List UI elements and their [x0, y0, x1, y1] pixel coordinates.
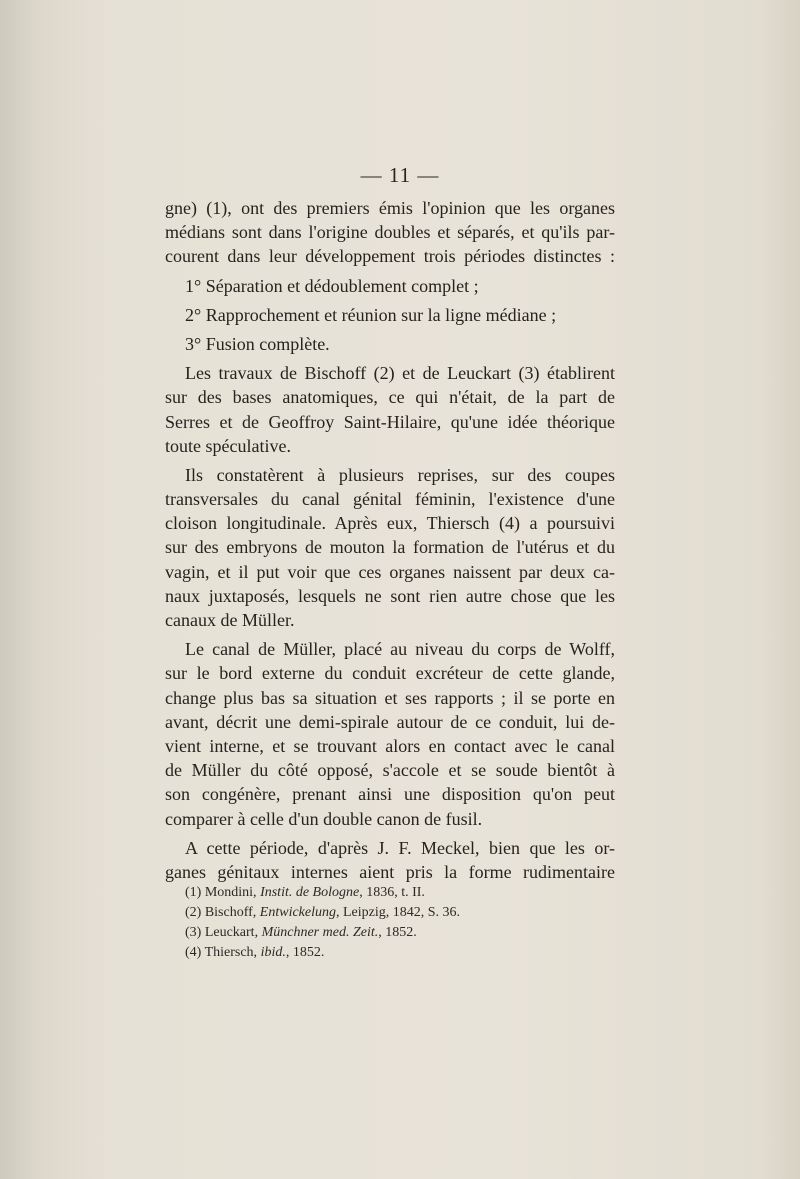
- text-line: naux juxtaposés, lesquels ne sont rien autre chose que les: [165, 585, 615, 606]
- text-line: ganes génitaux internes aient pris la forme rudimentaire: [165, 861, 615, 882]
- footnote-title: Instit. de Bologne: [260, 885, 360, 900]
- footnote: [185, 903, 615, 923]
- text-line: vient interne, et se trouvant alors en contact avec le canal: [165, 735, 615, 756]
- text-line: cloison longitudinale. Après eux, Thiersch (4) a poursuivi: [165, 513, 615, 534]
- footnote-author: Mondini,: [204, 885, 257, 900]
- footnote: [185, 923, 615, 943]
- footnote-rest: , 1852.: [378, 925, 417, 940]
- footnote-mark: (2): [185, 905, 202, 920]
- text-line: Serres et de Geoffroy Saint-Hilaire, qu'une idée théorique: [165, 411, 615, 432]
- text-line: transversales du canal génital féminin, l'existence d'une: [165, 489, 615, 510]
- footnote-title: ibid.: [260, 945, 286, 960]
- list-item: 1° Séparation et dédoublement complet ;: [185, 275, 479, 296]
- page-number: — 11 —: [360, 163, 440, 187]
- footnote-mark: (3): [185, 925, 202, 940]
- text-line: de Müller du côté opposé, s'accole et se soude bientôt à: [165, 760, 615, 781]
- footnote-author: Leuckart,: [204, 925, 259, 940]
- text-line: sur des bases anatomiques, ce qui n'était, de la part de: [165, 387, 615, 408]
- footnote-mark: (4): [185, 945, 202, 960]
- footnote-rest: , 1836, t. II.: [359, 885, 425, 900]
- text-line: comparer à celle d'un double canon de fusil.: [165, 808, 483, 829]
- text-line: sur le bord externe du conduit excréteur de cette glande,: [165, 663, 615, 684]
- footnote-author: Thiersch,: [204, 945, 258, 960]
- text-line: son congénère, prenant ainsi une disposition qu'on peut: [165, 784, 615, 805]
- paragraph-start: Le canal de Müller, placé au niveau du corps de Wolff,: [185, 639, 615, 660]
- footnote-author: Bischoff,: [204, 905, 257, 920]
- body-text: [165, 196, 615, 884]
- text-line: sur des embryons de mouton la formation de l'utérus et du: [165, 537, 615, 558]
- footnote: [185, 883, 615, 903]
- footnote: [185, 943, 615, 963]
- text-line: toute spéculative.: [165, 435, 291, 456]
- footnote-rest: , 1852.: [285, 945, 325, 960]
- footnotes: [185, 883, 615, 963]
- text-line: change plus bas sa situation et ses rapports ; il se porte en: [165, 687, 615, 708]
- paragraph-start: Les travaux de Bischoff (2) et de Leuckart (3) établirent: [185, 363, 615, 384]
- footnote-title: Entwickelung: [259, 905, 336, 920]
- footnote-mark: (1): [185, 885, 202, 900]
- text-line: vagin, et il put voir que ces organes naissent par deux ca-: [165, 561, 615, 582]
- paragraph-start: A cette période, d'après J. F. Meckel, bien que les or-: [185, 837, 615, 858]
- paragraph-start: Ils constatèrent à plusieurs reprises, sur des coupes: [185, 464, 615, 485]
- text-line: canaux de Müller.: [165, 610, 295, 630]
- footnote-rest: , Leipzig, 1842, S. 36.: [336, 905, 461, 920]
- list-item: 2° Rapprochement et réunion sur la ligne médiane ;: [185, 304, 557, 325]
- footnote-title: Münchner med. Zeit.: [261, 925, 379, 940]
- text-line: courent dans leur développement trois périodes distinctes :: [165, 246, 615, 267]
- text-line: médians sont dans l'origine doubles et séparés, et qu'ils par-: [165, 222, 615, 243]
- list-item: 3° Fusion complète.: [185, 333, 330, 354]
- text-line: gne) (1), ont des premiers émis l'opinion que les organes: [165, 198, 615, 218]
- text-line: avant, décrit une demi-spirale autour de ce conduit, lui de-: [165, 711, 615, 732]
